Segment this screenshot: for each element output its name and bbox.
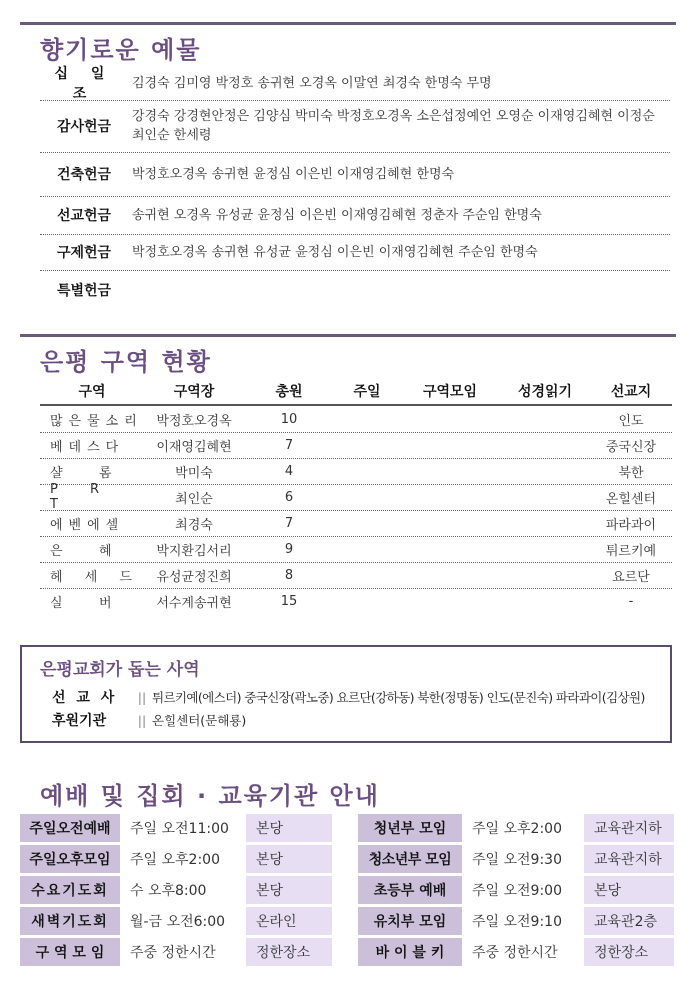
offering-row-relief: [40, 234, 670, 271]
header-reading: 성경읽기: [517, 384, 573, 400]
offering-row-thanks: [40, 100, 670, 153]
education-place: 본당: [584, 876, 674, 904]
offering-label: 선교헌금: [56, 208, 112, 224]
district-leader: 박지환김서리: [156, 543, 232, 559]
support-row-missionaries: [52, 687, 645, 707]
district-name: 샬 롬: [50, 465, 118, 481]
education-name: 유치부 모임: [358, 907, 462, 935]
header-total: 총원: [275, 384, 303, 400]
district-leader: 박미숙: [175, 465, 213, 481]
worship-name: 주일오전예배: [20, 814, 120, 842]
offering-row-building: [40, 152, 670, 197]
district-name: 많은물소리: [50, 413, 143, 429]
education-time: 주중 정한시간: [464, 938, 584, 966]
worship-time: 주일 오전11:00: [122, 814, 246, 842]
districts-top-line: [20, 334, 676, 337]
header-sunday: 주일: [353, 384, 381, 400]
worship-name: 새벽기도회: [20, 907, 120, 935]
district-name: 에벤에셀: [50, 517, 125, 533]
education-place: 교육관2층: [584, 907, 674, 935]
header-district: 구역: [78, 384, 106, 400]
district-total: 7: [284, 515, 294, 531]
district-mission: 중국신장: [605, 439, 657, 455]
table-row: [40, 536, 672, 563]
table-row: [40, 510, 672, 537]
education-time: 주일 오전9:10: [464, 907, 584, 935]
district-name: 베데스다: [50, 439, 125, 455]
support-label: 선 교 사: [52, 690, 118, 706]
district-name: P R T: [50, 482, 114, 512]
district-leader: 최경숙: [175, 517, 213, 533]
table-row: [40, 458, 672, 485]
offering-names: 송귀현 오경옥 유성균 윤정심 이은빈 이재영김혜현 정춘자 주순임 한명숙: [132, 207, 542, 223]
district-mission: -: [628, 593, 634, 609]
district-mission: 튀르키예: [605, 543, 657, 559]
offering-label: 감사헌금: [56, 119, 112, 135]
education-name: 초등부 예배: [358, 876, 462, 904]
table-row: [40, 588, 672, 614]
worship-name: 수요기도회: [20, 876, 120, 904]
worship-place: 정한장소: [246, 938, 332, 966]
district-mission: 요르단: [612, 569, 650, 585]
offering-names: 강경숙 강경현안정은 김양심 박미숙 박정호오경옥 소은섭정예언 오영순 이재영김혜현 이정순 최인순 한세령: [132, 109, 655, 143]
offering-row-tithe: [40, 66, 670, 101]
offering-names: 김경숙 김미영 박정호 송귀현 오경옥 이말연 최경숙 한명숙 무명: [132, 75, 492, 91]
district-leader: 이재영김혜현: [156, 439, 232, 455]
district-leader: 최인순: [175, 491, 213, 507]
education-place: 교육관지하: [584, 814, 674, 842]
district-leader: 유성균정진희: [156, 569, 232, 585]
table-row: [40, 432, 672, 459]
district-total: 8: [284, 567, 294, 583]
offering-label: 특별헌금: [56, 283, 112, 299]
offering-row-special: [40, 270, 670, 310]
header-mission: 선교지: [610, 384, 652, 400]
support-separator: ||: [137, 689, 147, 705]
worship-name: 주일오후모임: [20, 845, 120, 873]
worship-place: 본당: [246, 814, 332, 842]
worship-time: 수 오후8:00: [122, 876, 246, 904]
district-total: 6: [284, 489, 294, 505]
header-leader: 구역장: [173, 384, 215, 400]
education-time: 주일 오후2:00: [464, 814, 584, 842]
education-time: 주일 오전9:30: [464, 845, 584, 873]
offering-label: 건축헌금: [56, 167, 112, 183]
offering-names: 박정호오경옥 송귀현 윤정심 이은빈 이재영김혜현 한명숙: [132, 166, 455, 182]
support-box: [20, 645, 672, 743]
support-title: 은평교회가 돕는 사역: [40, 660, 200, 680]
district-total: 15: [280, 593, 298, 609]
district-name: 은 혜: [50, 543, 118, 559]
district-name: 실 버: [50, 595, 118, 611]
districts-title: 은평 구역 현황: [40, 348, 212, 376]
district-mission: 온힐센터: [605, 491, 657, 507]
district-total: 10: [280, 411, 298, 427]
offering-row-mission: [40, 196, 670, 235]
worship-name: 구 역 모 임: [20, 938, 120, 966]
support-row-institutions: [52, 710, 246, 730]
education-name: 청소년부 모임: [358, 845, 462, 873]
district-table-header: [40, 378, 672, 406]
education-name: 바 이 블 키: [358, 938, 462, 966]
district-total: 4: [284, 463, 294, 479]
offering-label: 구제헌금: [56, 245, 112, 261]
offerings-title: 향기로운 예물: [40, 36, 202, 64]
support-text: 온힐센터(문해룡): [152, 713, 247, 728]
education-place: 정한장소: [584, 938, 674, 966]
education-name: 청년부 모임: [358, 814, 462, 842]
district-mission: 인도: [618, 413, 644, 429]
worship-place: 본당: [246, 845, 332, 873]
district-total: 9: [284, 541, 294, 557]
district-name: 헤 세 드: [50, 569, 141, 585]
table-row: [40, 484, 672, 511]
support-label: 후원기관: [52, 713, 107, 729]
offerings-top-line: [20, 22, 676, 25]
support-text: 튀르키예(에스더) 중국신장(곽노중) 요르단(강하동) 북한(정명동) 인도(문진숙) 파라과이(김상원): [152, 690, 645, 705]
district-mission: 파라과이: [605, 517, 657, 533]
worship-title: 예배 및 집회 · 교육기관 안내: [40, 782, 380, 810]
worship-time: 월-금 오전6:00: [122, 907, 246, 935]
district-leader: 서수계송귀현: [156, 595, 232, 611]
worship-place: 온라인: [246, 907, 332, 935]
education-time: 주일 오전9:00: [464, 876, 584, 904]
offering-label: 십 일 조: [54, 66, 114, 102]
worship-place: 본당: [246, 876, 332, 904]
header-meeting: 구역모임: [422, 384, 478, 400]
district-mission: 북한: [618, 465, 644, 481]
education-place: 교육관지하: [584, 845, 674, 873]
district-total: 7: [284, 437, 294, 453]
support-separator: ||: [137, 712, 147, 728]
worship-time: 주중 정한시간: [122, 938, 246, 966]
worship-time: 주일 오후2:00: [122, 845, 246, 873]
table-row: [40, 406, 672, 433]
offering-names: 박정호오경옥 송귀현 유성균 윤정심 이은빈 이재영김혜현 주순임 한명숙: [132, 244, 538, 260]
district-leader: 박정호오경옥: [156, 413, 232, 429]
table-row: [40, 562, 672, 589]
